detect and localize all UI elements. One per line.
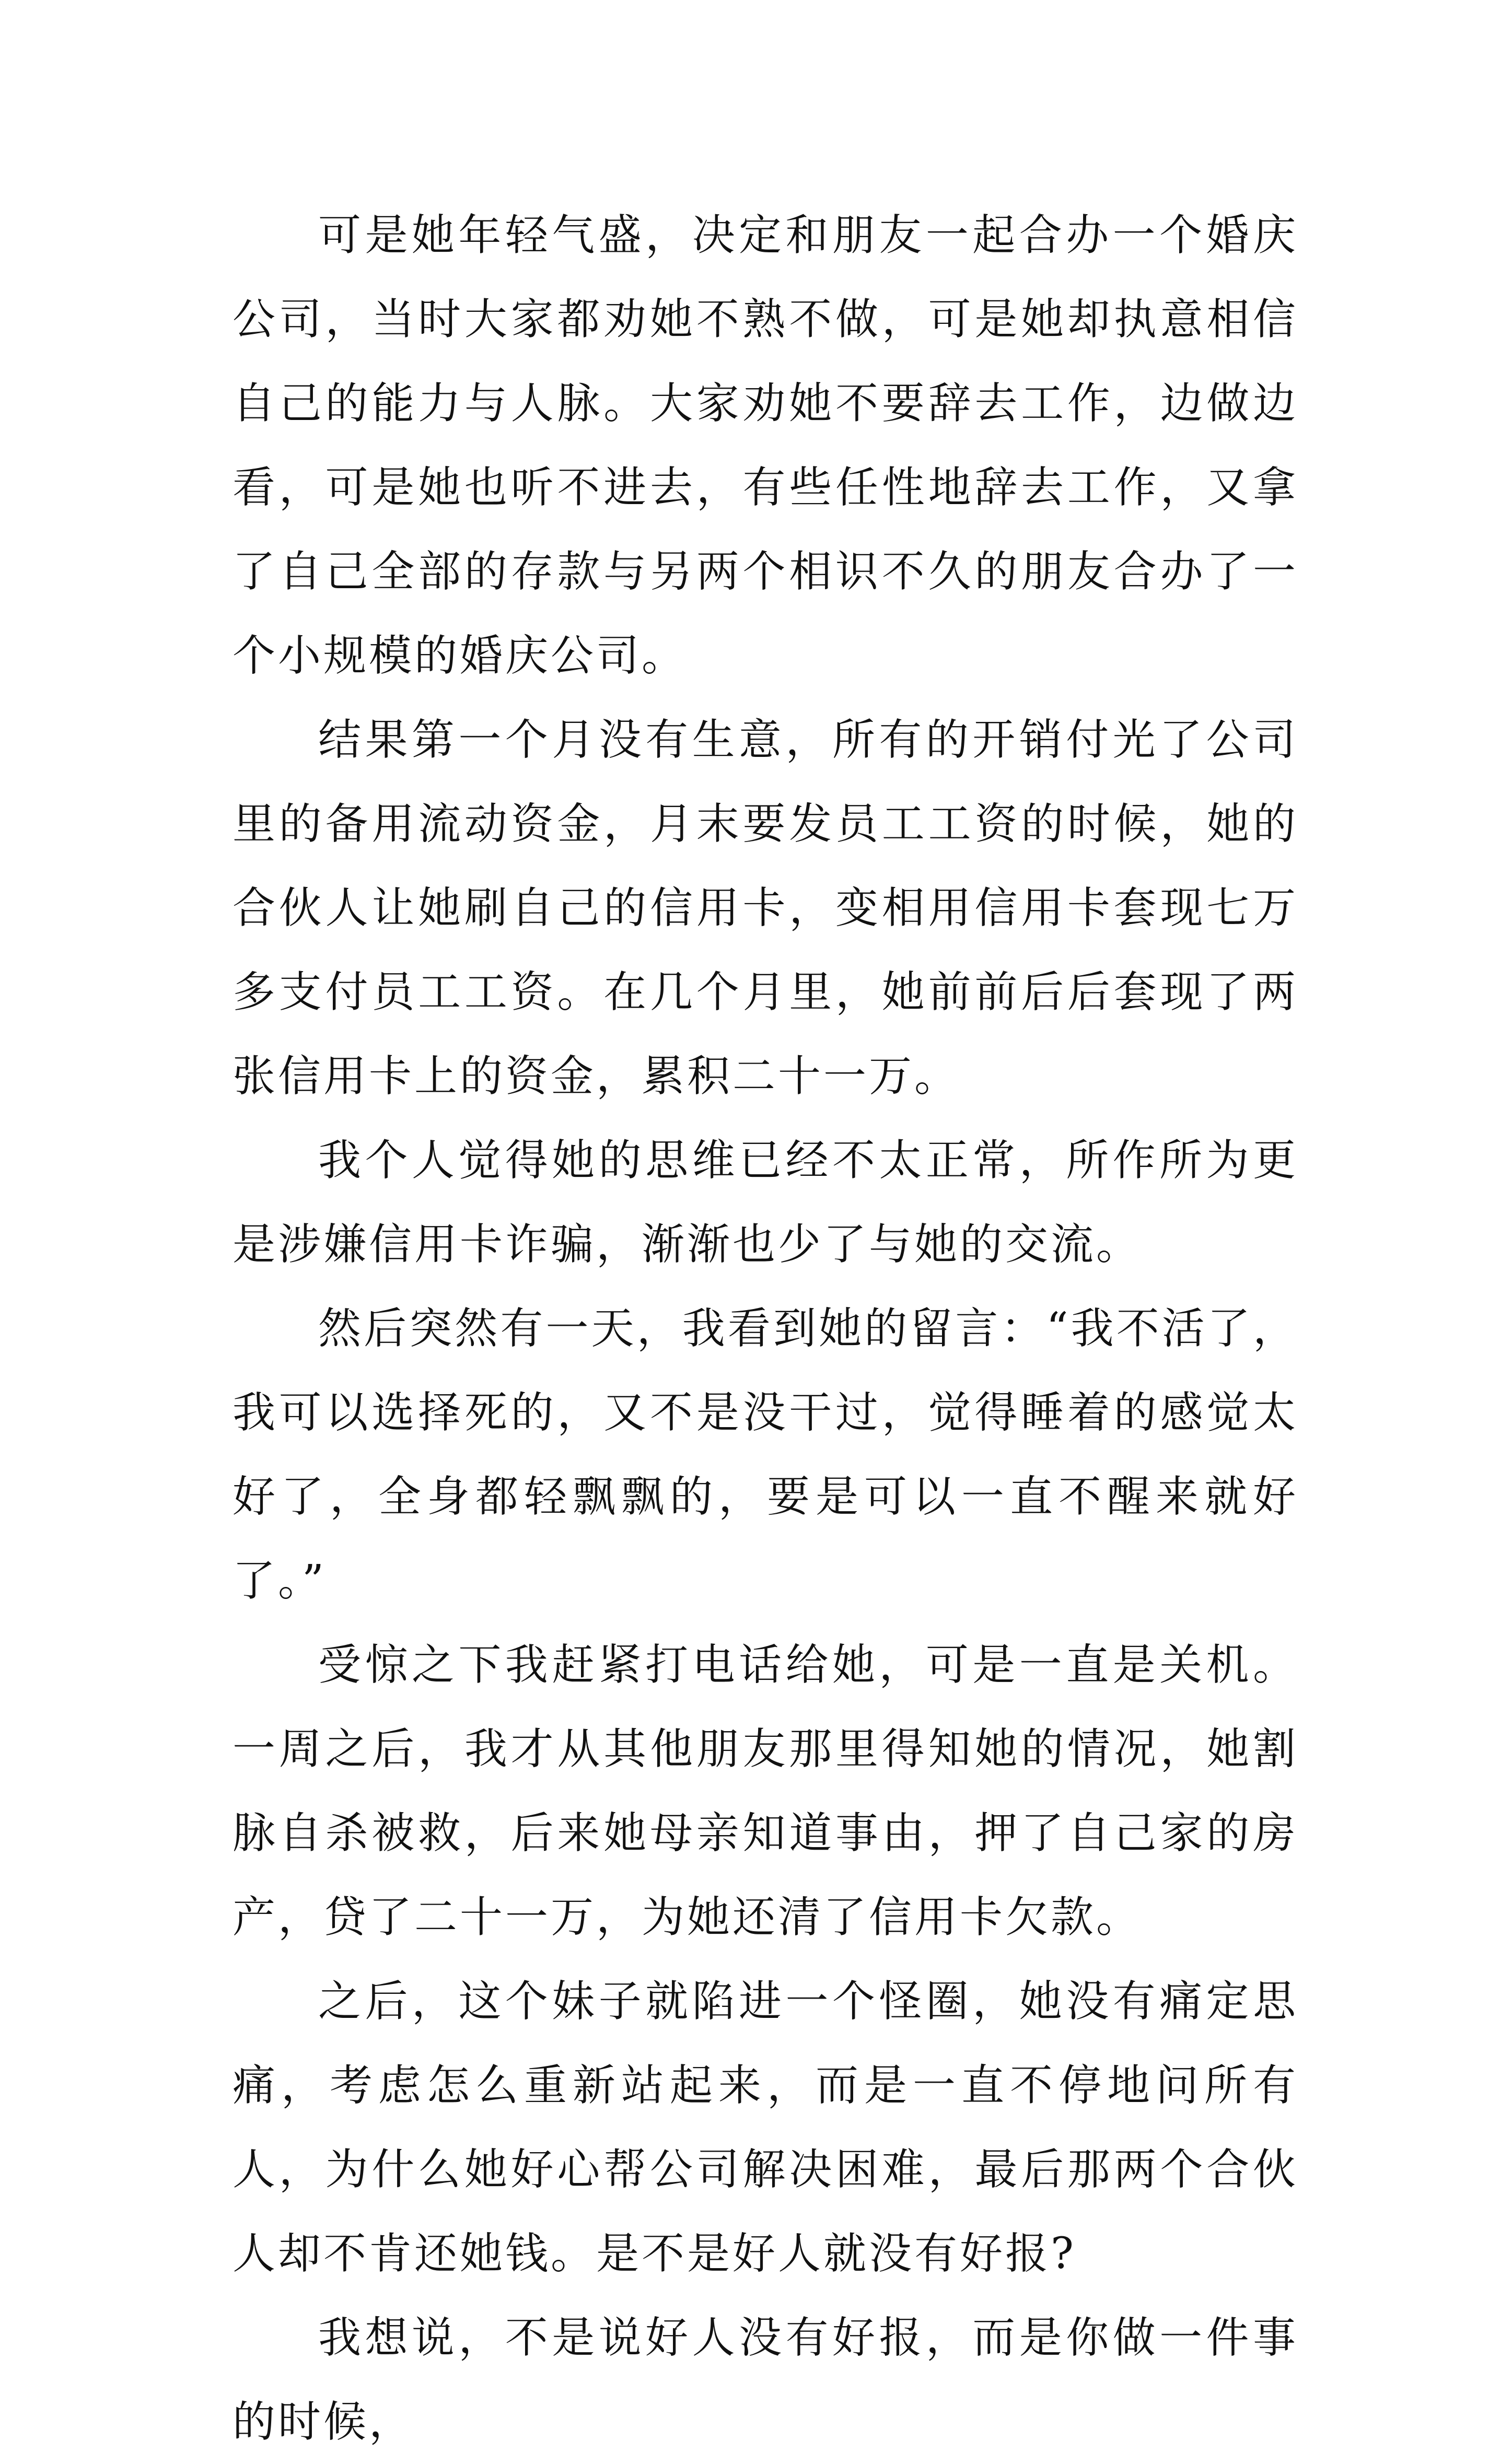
paragraph-4: 然后突然有一天，我看到她的留言：“我不活了，我可以选择死的，又不是没干过，觉得睡着的感觉太好了，全身都轻飘飘的，要是可以一直不醒来就好了。” xyxy=(232,1304,1298,1606)
paragraph-2: 结果第一个月没有生意，所有的开销付光了公司里的备用流动资金，月末要发员工工资的时候，她的合伙人让她刷自己的信用卡，变相用信用卡套现七万多支付员工工资。在几个月里，她前前后后套现了两张信用卡上的资金，累积二十一万。 xyxy=(232,715,1298,1101)
paragraph-3: 我个人觉得她的思维已经不太正常，所作所为更是涉嫌信用卡诈骗，渐渐也少了与她的交流。 xyxy=(232,1136,1298,1269)
paragraph-6: 之后，这个妹子就陷进一个怪圈，她没有痛定思痛，考虑怎么重新站起来，而是一直不停地问所有人，为什么她好心帮公司解决困难，最后那两个合伙人却不肯还她钱。是不是好人就没有好报? xyxy=(232,1977,1298,2279)
paragraph-1: 可是她年轻气盛，决定和朋友一起合办一个婚庆公司，当时大家都劝她不熟不做，可是她却执意相信自己的能力与人脉。大家劝她不要辞去工作，边做边看，可是她也听不进去，有些任性地辞去工作，又拿了自己全部的存款与另两个相识不久的朋友合办了一个小规模的婚庆公司。 xyxy=(232,211,1298,681)
body-text xyxy=(232,193,1298,2464)
paragraph-5: 受惊之下我赶紧打电话给她，可是一直是关机。一周之后，我才从其他朋友那里得知她的情况，她割脉自杀被救，后来她母亲知道事由，押了自己家的房产，贷了二十一万，为她还清了信用卡欠款。 xyxy=(232,1640,1298,1942)
paragraph-7: 我想说，不是说好人没有好报，而是你做一件事的时候， xyxy=(232,2313,1298,2447)
